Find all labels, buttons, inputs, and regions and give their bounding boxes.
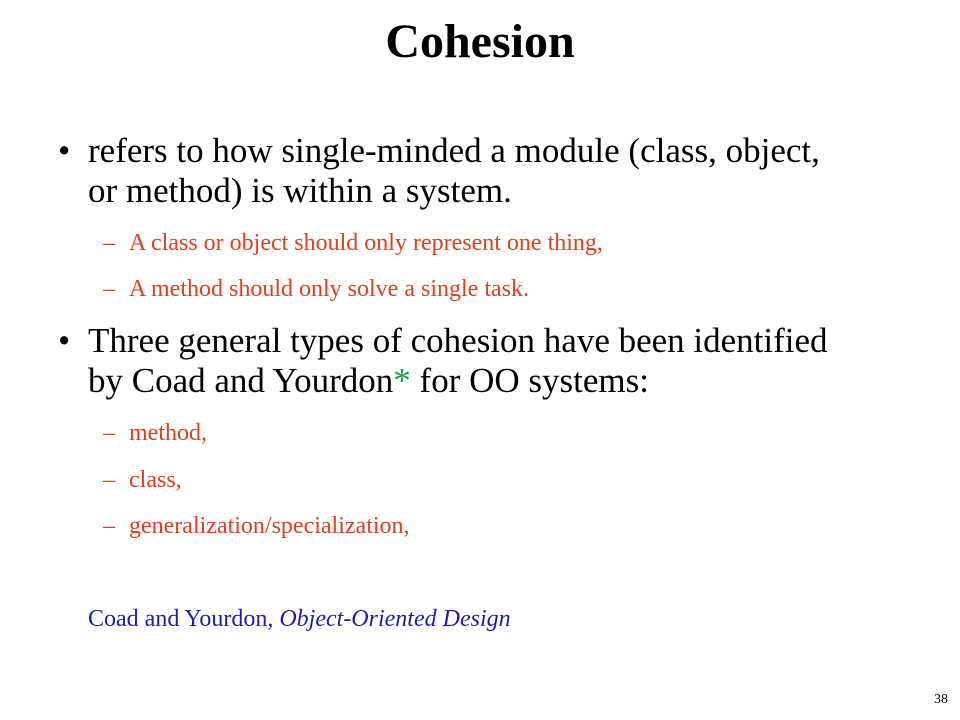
footnote-authors: Coad and Yourdon,: [88, 606, 280, 632]
sub-dash: –: [103, 276, 115, 302]
bullet-cohesion-definition: [58, 131, 898, 211]
sub-dash: –: [103, 230, 115, 256]
bullet-marker: •: [58, 321, 71, 360]
sub-dash: –: [103, 420, 115, 446]
subitem-text: class,: [129, 467, 182, 493]
slide-title: Cohesion: [385, 15, 575, 68]
subitem-text: A method should only solve a single task.: [129, 276, 529, 302]
subitem-text: generalization/specialization,: [129, 513, 410, 539]
bullet-line: refers to how single-minded a module (class, object,: [88, 131, 820, 170]
page-number: 38: [934, 692, 948, 707]
bullet-line-part: for OO systems:: [410, 361, 649, 400]
sub-dash: –: [103, 513, 115, 539]
sub-dash: –: [103, 467, 115, 493]
bullet-text: [88, 131, 898, 211]
footnote-asterisk: *: [393, 361, 411, 400]
bullet-line-part: by Coad and Yourdon: [88, 361, 394, 400]
subitem-text: A class or object should only represent one thing,: [129, 230, 603, 256]
bullet-line: Three general types of cohesion have been identified: [88, 321, 828, 360]
bullet-cohesion-types: [58, 321, 898, 401]
bullet-line: or method) is within a system.: [88, 171, 512, 210]
bullet-text: [88, 321, 898, 401]
subitem-class-object: [103, 228, 903, 258]
subitem-method: [103, 274, 903, 304]
subitem-text: method,: [129, 420, 207, 446]
subitem-class-type: [103, 465, 903, 495]
footnote-work-title: Object-Oriented Design: [279, 606, 511, 632]
footnote: [58, 604, 511, 634]
bullet-marker: •: [58, 131, 71, 170]
subitem-method-type: [103, 418, 903, 448]
subitem-generalization-type: [103, 511, 903, 541]
